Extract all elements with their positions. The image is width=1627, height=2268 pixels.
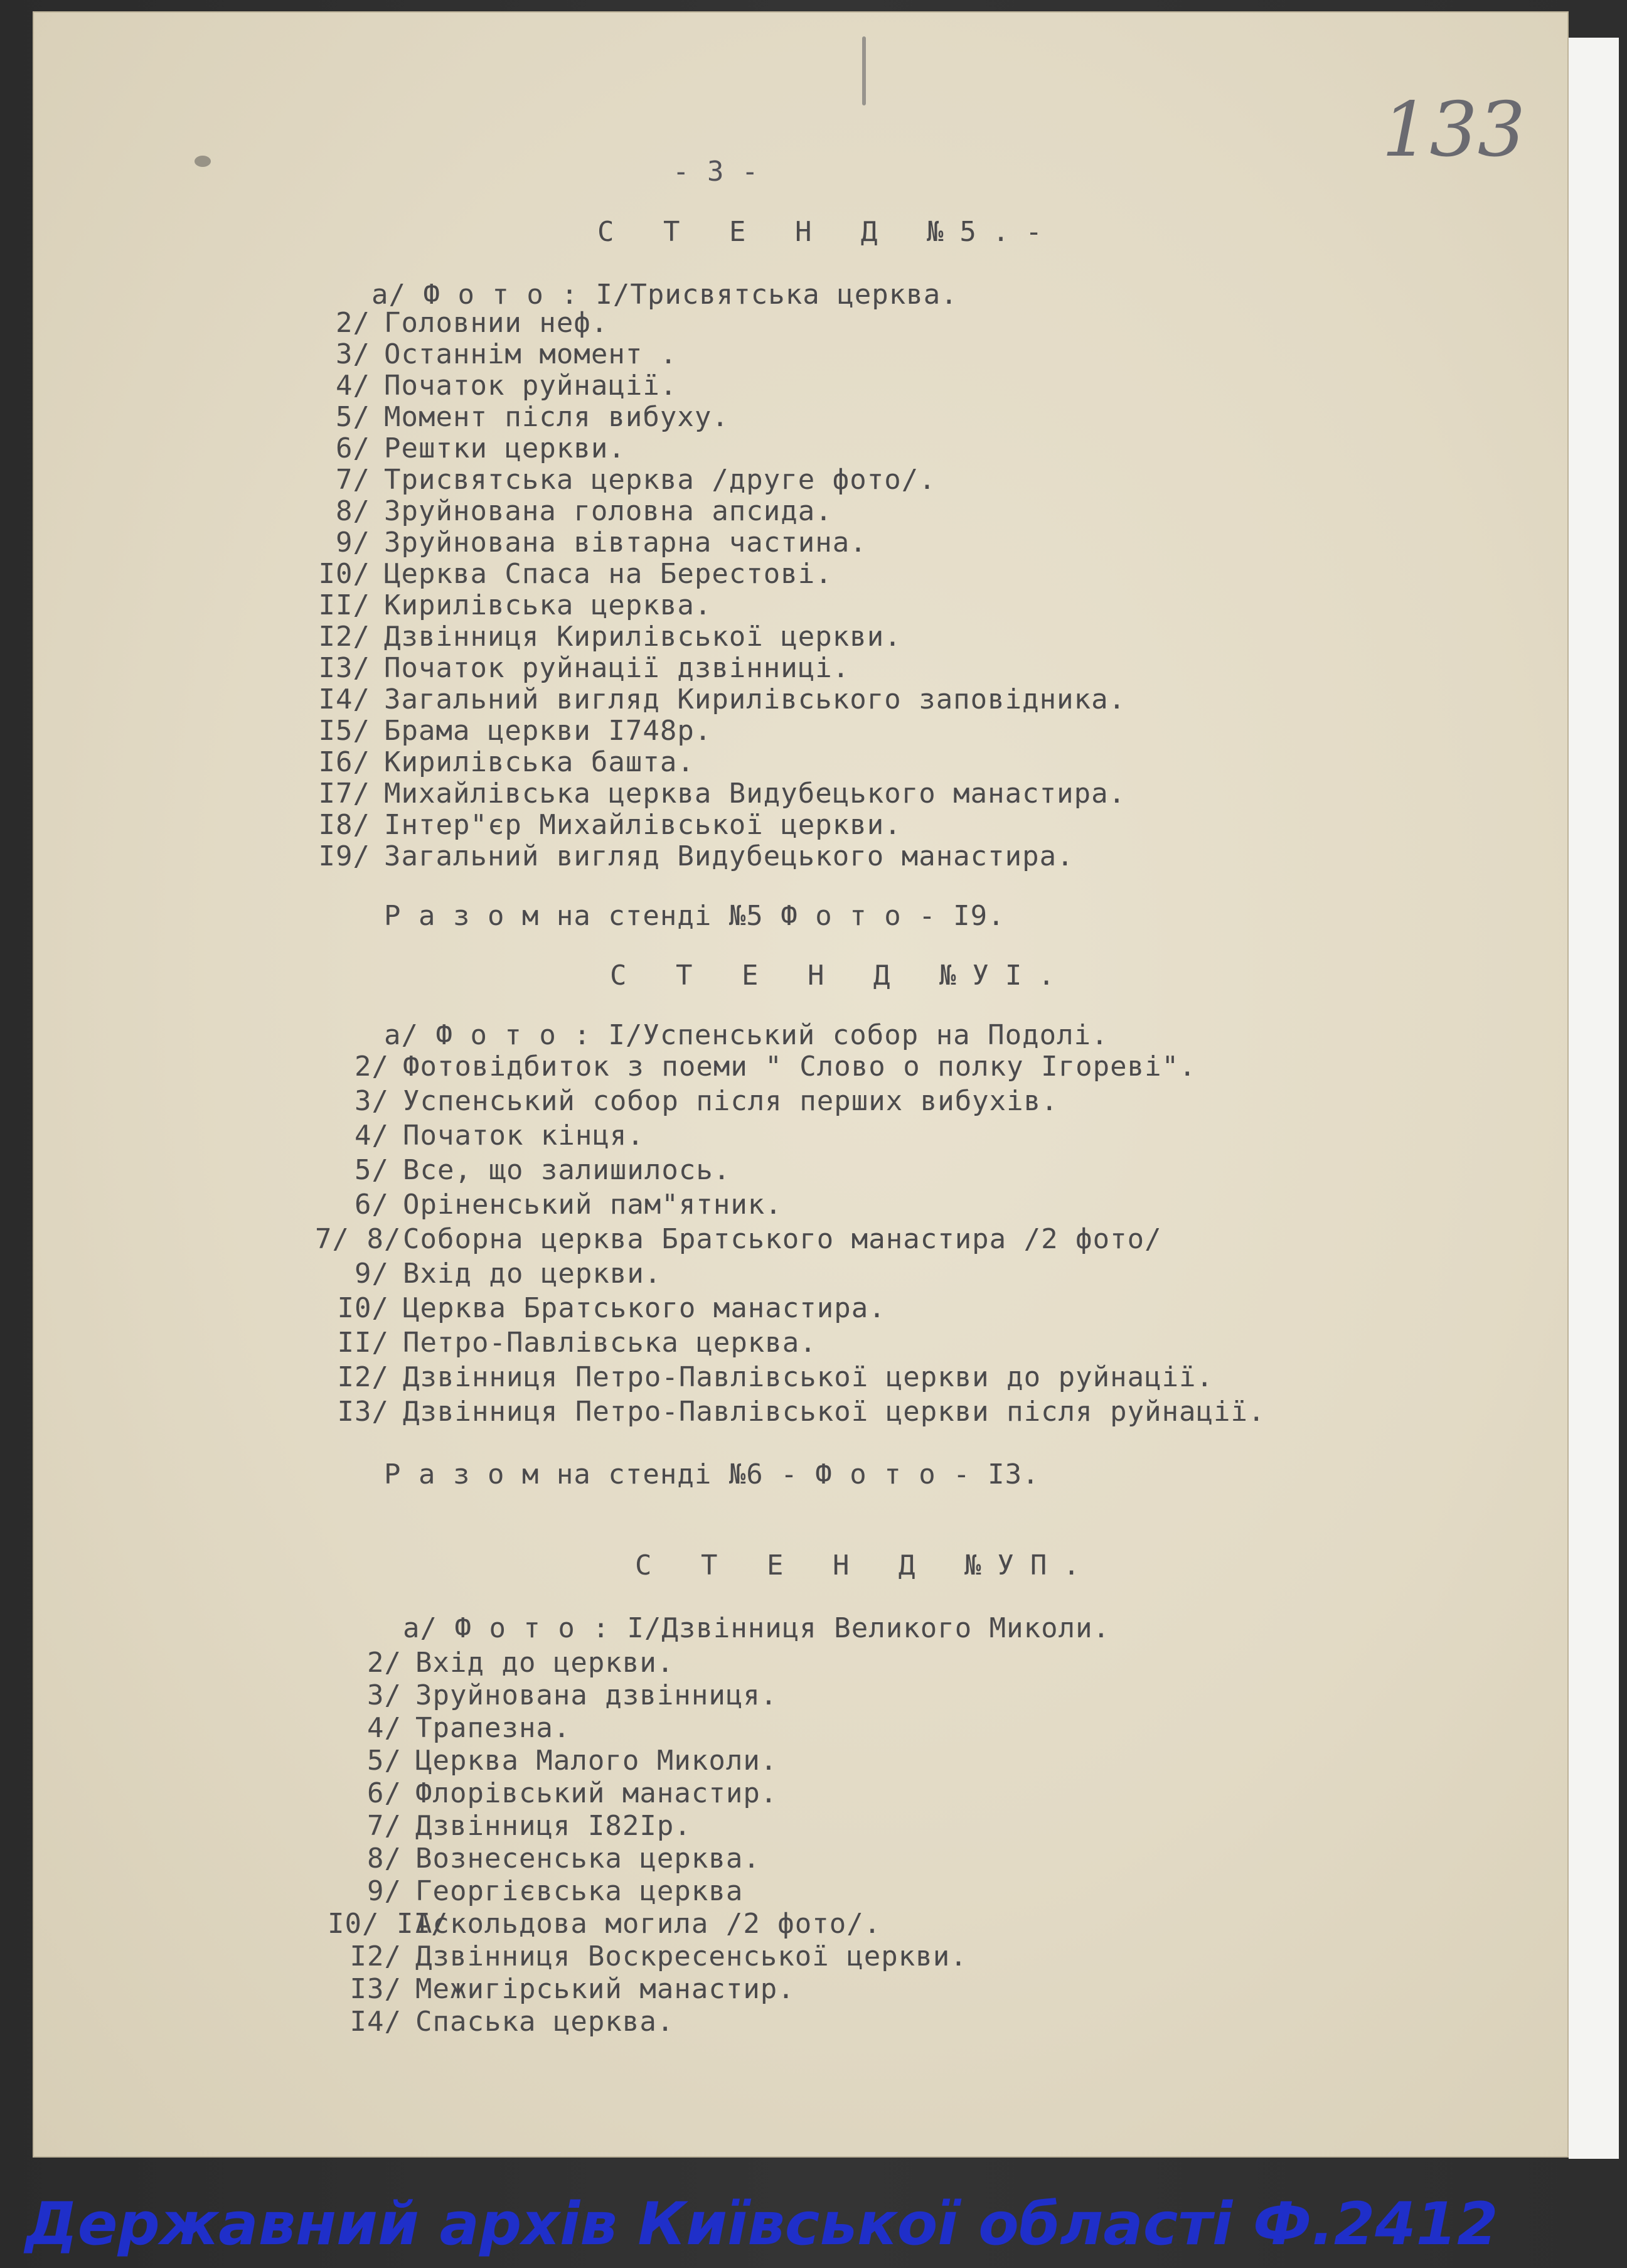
stand6-item-text: Початок кінця. (403, 1120, 644, 1152)
stand6-item (315, 1191, 782, 1219)
stand7-item-text: Дзвінниця Воскресенської церкви. (415, 1940, 968, 1972)
stand7-item-text: Вознесенська церква. (415, 1843, 760, 1875)
stand7-item (328, 1714, 570, 1742)
stand5-item-text: Головнии неф. (384, 307, 609, 339)
stand5-item-text: Церква Спаса на Берестові. (384, 558, 833, 590)
stand5-item (296, 840, 1074, 872)
stand7-item (328, 1973, 795, 2005)
stand7-item (328, 1679, 778, 1711)
stand5-item-text: Інтер"єр Михайлівської церкви. (384, 809, 902, 841)
stand7-item (328, 2008, 674, 2036)
stand6-item-text: Фотовідбиток з поеми " Слово о полку Ігореві". (403, 1051, 1197, 1083)
stand7-item-number: I3/ (349, 1973, 402, 2005)
stand6-item-number: I2/ (337, 1361, 389, 1393)
stand5-item-number: I8/ (318, 809, 370, 841)
stand5-item (296, 811, 902, 839)
archive-watermark: Державний архів Київської області Ф.2412 (25, 2190, 1498, 2259)
stand6-item (315, 1085, 1059, 1117)
stand5-item-text: Кирилівська башта. (384, 746, 695, 778)
stand5-item-text: Початок руйнації. (384, 370, 678, 402)
stand7-item-number: 7/ (367, 1810, 402, 1842)
stand5-item-number: I9/ (318, 840, 370, 872)
stand7-heading: С Т Е Н Д №УП. (635, 1549, 1096, 1581)
stand6-item-text: Петро-Павлівська церква. (403, 1327, 817, 1359)
stand5-item (296, 717, 712, 745)
stand7-item-number: 6/ (367, 1777, 402, 1809)
stand7-item-text: Георгієвська церква (415, 1875, 744, 1907)
stand5-item-number: I4/ (318, 683, 370, 715)
stand5-item (296, 623, 902, 651)
stand6-item-text: Все, що залишилось. (403, 1154, 731, 1186)
stand5-item-text: Кирилівська церква. (384, 589, 712, 621)
stand6-item-text: Оріненський пам"ятник. (403, 1189, 782, 1221)
stand5-item-text: Дзвінниця Кирилівської церкви. (384, 621, 902, 653)
stand6-item (315, 1154, 731, 1186)
stand7-item-number: 2/ (367, 1647, 402, 1679)
stand5-item-text: Загальний вигляд Видубецького манастира. (384, 840, 1074, 872)
stand6-item (315, 1361, 1214, 1393)
stand5-item-text: Зруйнована головна апсида. (384, 495, 833, 527)
stand5-item (296, 780, 1126, 808)
typed-document-page (33, 11, 1569, 2158)
stand5-item-number: I0/ (318, 558, 370, 590)
stand7-item-number: I4/ (349, 2006, 402, 2038)
stand5-item-number: 7/ (336, 464, 370, 496)
stand7-item-text: Спаська церква. (415, 2006, 675, 2038)
stand6-item-text: Церква Братського манастира. (403, 1292, 886, 1324)
margin-folio-number: 133 (1382, 87, 1526, 174)
stand7-item (328, 1910, 881, 1938)
stand5-item (296, 466, 936, 494)
stand7-intro: а/ Ф о т о : I/Дзвінниця Великого Миколи. (403, 1612, 1111, 1644)
stand7-item-text: Межигірський манастир. (415, 1973, 795, 2005)
stand7-item-number: 8/ (367, 1843, 402, 1875)
stand7-item (328, 1875, 744, 1907)
stand7-item-text: Вхід до церкви. (415, 1647, 675, 1679)
stand7-item (328, 1747, 777, 1775)
stand7-item-number: I0/ II/ (328, 1908, 449, 1940)
stand6-total: Р а з о м на стенді №6 - Ф о т о - I3. (384, 1458, 1040, 1490)
stand6-item-number: 5/ (355, 1154, 389, 1186)
stand5-item-number: I5/ (318, 715, 370, 747)
stand5-intro: а/ Ф о т о : I/Трисвятська церква. (371, 279, 958, 311)
stand6-item-text: Дзвінниця Петро-Павлівської церкви після руйнації. (403, 1396, 1266, 1428)
stand5-item-text: Трисвятська церква /друге фото/. (384, 464, 936, 496)
stand6-item-text: Дзвінниця Петро-Павлівської церкви до руйнації. (403, 1361, 1214, 1393)
stand5-item (296, 372, 677, 400)
stand7-item (328, 1649, 674, 1677)
stand5-item (296, 401, 729, 433)
typed-text (33, 11, 1569, 2158)
stand5-item-number: I3/ (318, 652, 370, 684)
stand6-item-number: 6/ (355, 1189, 389, 1221)
stand6-item-number: II/ (337, 1327, 389, 1359)
stand6-item-number: 4/ (355, 1120, 389, 1152)
stand5-item-text: Загальний вигляд Кирилівського заповідника. (384, 683, 1126, 715)
stand5-item-number: 6/ (336, 432, 370, 464)
stand5-item (296, 529, 867, 557)
stand7-item (328, 1940, 968, 1972)
stand7-item (328, 1845, 760, 1873)
stand5-item-text: Рештки церкви. (384, 432, 626, 464)
page-marker: - 3 - (673, 156, 759, 188)
stand5-item-text: Михайлівська церква Видубецького манастира. (384, 778, 1126, 810)
stand7-item-text: Церква Малого Миколи. (415, 1745, 778, 1777)
stand7-item-text: Аскольдова могила /2 фото/. (415, 1908, 882, 1940)
stand7-item-text: Зруйнована дзвінниця. (415, 1679, 778, 1711)
stand7-item-text: Трапезна. (415, 1712, 571, 1744)
stand7-item (328, 1777, 778, 1809)
stand6-item-number: I0/ (337, 1292, 389, 1324)
stand5-total: Р а з о м на стенді №5 Ф о т о - I9. (384, 900, 1005, 932)
stand7-item-number: I2/ (349, 1940, 402, 1972)
stand5-item (296, 338, 678, 370)
stand5-item (296, 652, 850, 684)
stand6-item-number: 7/ 8/ (315, 1223, 402, 1255)
stand5-item (296, 683, 1126, 715)
stand5-item-number: I2/ (318, 621, 370, 653)
stand5-item-text: Останнім момент . (384, 338, 678, 370)
stand5-item-text: Початок руйнації дзвінниці. (384, 652, 850, 684)
scanner-white-edge (1569, 38, 1619, 2159)
stand7-item-text: Дзвінниця I82Iр. (415, 1810, 691, 1842)
stand7-item-number: 9/ (367, 1875, 402, 1907)
stand6-item (315, 1260, 661, 1288)
stand5-item-number: 4/ (336, 370, 370, 402)
stand5-item-number: 3/ (336, 338, 370, 370)
stand6-intro: а/ Ф о т о : I/Успенський собор на Подолі. (384, 1019, 1109, 1051)
stand6-item-text: Соборна церква Братського манастира /2 фото/ (403, 1223, 1162, 1255)
stand7-item-text: Флорівський манастир. (415, 1777, 778, 1809)
stand5-item-number: 8/ (336, 495, 370, 527)
stand6-item-text: Успенський собор після перших вибухів. (403, 1085, 1059, 1117)
stand5-item (296, 495, 833, 527)
stand5-item (296, 746, 695, 778)
stand5-item-text: Зруйнована вівтарна частина. (384, 527, 867, 559)
stand6-item-text: Вхід до церкви. (403, 1258, 662, 1290)
stand5-item-number: 2/ (336, 307, 370, 339)
stand6-item-number: I3/ (337, 1396, 389, 1428)
stand6-item (315, 1398, 1266, 1426)
stand6-item (315, 1292, 886, 1324)
stand5-item (296, 560, 833, 588)
stand5-item-number: I6/ (318, 746, 370, 778)
stand7-item-number: 5/ (367, 1745, 402, 1777)
stand6-item (315, 1329, 817, 1357)
stand5-item (296, 589, 712, 621)
stand5-item-text: Момент після вибуху. (384, 401, 729, 433)
stand6-item (315, 1223, 1162, 1255)
stand5-item (296, 432, 626, 464)
stand5-heading: С Т Е Н Д №5.- (597, 216, 1059, 248)
stand5-item-number: I7/ (318, 778, 370, 810)
stand6-item-number: 3/ (355, 1085, 389, 1117)
stand5-item-number: 9/ (336, 527, 370, 559)
stand6-item-number: 9/ (355, 1258, 389, 1290)
stand7-item (328, 1812, 691, 1840)
stand7-item-number: 3/ (367, 1679, 402, 1711)
stand6-item (315, 1053, 1197, 1081)
stand5-item-number: 5/ (336, 401, 370, 433)
stand5-item-number: II/ (318, 589, 370, 621)
stand5-item-text: Брама церкви I748р. (384, 715, 712, 747)
stand6-item-number: 2/ (355, 1051, 389, 1083)
stand7-item-number: 4/ (367, 1712, 402, 1744)
stand6-heading: С Т Е Н Д №УI. (610, 960, 1071, 992)
stand6-item (315, 1122, 644, 1150)
stand5-item (296, 309, 608, 337)
